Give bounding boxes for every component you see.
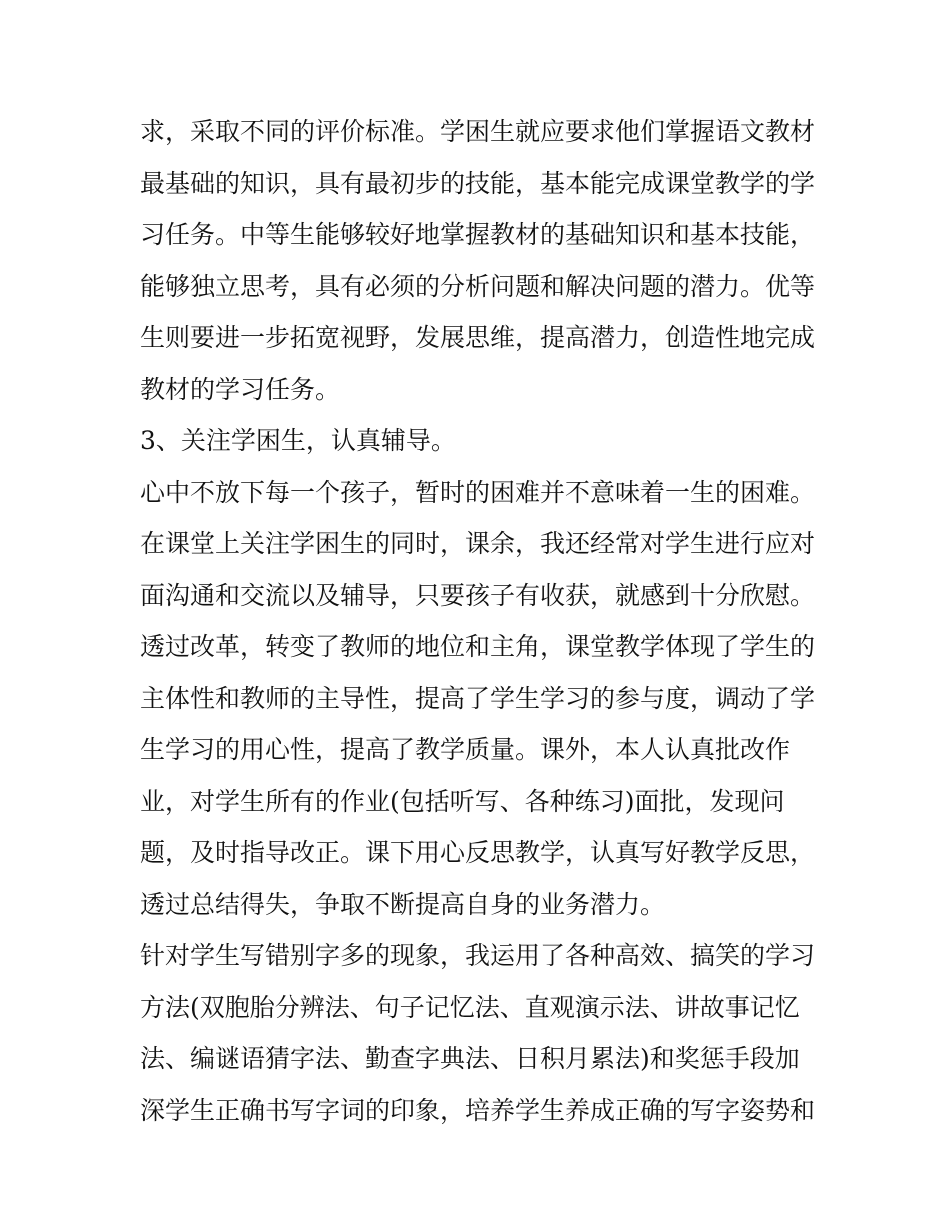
text-line: 面沟通和交流以及辅导，只要孩子有收获，就感到十分欣慰。 [140,580,816,610]
text-line: 针对学生写错别字多的现象，我运用了各种高效、搞笑的学习 [140,941,816,970]
text-line: 题，及时指导改正。课下用心反思教学，认真写好教学反思， [140,838,816,867]
text-line: 心中不放下每一个孩子，暂时的困难并不意味着一生的困难。 [140,477,816,507]
text-line: 深学生正确书写字词的印象，培养学生养成正确的写字姿势和 [140,1095,816,1125]
text-line: 方法(双胞胎分辨法、句子记忆法、直观演示法、讲故事记忆 [140,992,800,1022]
text-line: 求，采取不同的评价标准。学困生就应要求他们掌握语文教材 [140,117,816,146]
body-text [140,106,820,1136]
text-line: 习任务。中等生能够较好地掌握教材的基础知识和基本技能， [140,220,816,249]
text-line: 生则要进一步拓宽视野，发展思维，提高潜力，创造性地完成 [140,323,816,352]
text-line: 在课堂上关注学困生的同时，课余，我还经常对学生进行应对 [140,529,816,558]
text-line: 最基础的知识，具有最初步的技能，基本能完成课堂教学的学 [140,168,816,198]
text-line: 业，对学生所有的作业(包括听写、各种练习)面批，发现问 [140,786,785,816]
text-line: 透过总结得失，争取不断提高自身的业务潜力。 [140,889,666,919]
text-line: 能够独立思考，具有必须的分析问题和解决问题的潜力。优等 [140,271,816,301]
text-line: 透过改革，转变了教师的地位和主角，课堂教学体现了学生的 [140,632,816,661]
text-line: 生学习的用心性，提高了教学质量。课外，本人认真批改作 [140,735,791,764]
section-heading: 3、关注学困生，认真辅导。 [140,426,456,455]
text-line: 法、编谜语猜字法、勤查字典法、日积月累法)和奖惩手段加 [140,1044,800,1073]
text-line: 教材的学习任务。 [140,374,341,404]
text-line: 主体性和教师的主导性，提高了学生学习的参与度，调动了学 [140,683,816,713]
